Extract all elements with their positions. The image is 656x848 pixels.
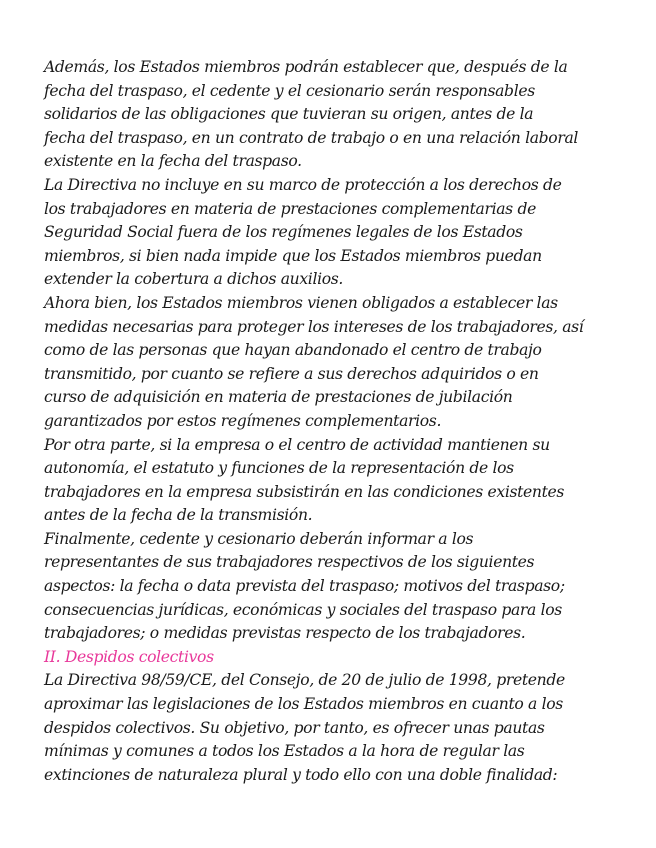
text-line: fecha del traspaso, el cedente y el cesionario serán responsables: [44, 81, 535, 100]
text-line: aproximar las legislaciones de los Estados miembros en cuanto a los: [44, 695, 563, 714]
text-line: los trabajadores en materia de prestaciones complementarias de: [44, 199, 536, 218]
text-line: mínimas y comunes a todos los Estados a la hora de regular las: [44, 742, 525, 761]
text-line: miembros, si bien nada impide que los Estados miembros puedan: [44, 246, 542, 265]
text-line: medidas necesarias para proteger los intereses de los trabajadores, así: [44, 317, 584, 336]
text-line: garantizados por estos regímenes complementarios.: [44, 411, 442, 430]
text-line: Por otra parte, si la empresa o el centro de actividad mantienen su: [44, 435, 550, 454]
text-line: fecha del traspaso, en un contrato de trabajo o en una relación laboral: [44, 128, 579, 147]
text-line: transmitido, por cuanto se refiere a sus derechos adquiridos o en: [44, 364, 539, 383]
text-line: autonomía, el estatuto y funciones de la representación de los: [44, 459, 514, 478]
text-line: Finalmente, cedente y cesionario deberán informar a los: [44, 529, 474, 548]
text-line: Además, los Estados miembros podrán establecer que, después de la: [44, 58, 568, 76]
text-line: trabajadores; o medidas previstas respecto de los trabajadores.: [44, 624, 526, 643]
text-line: antes de la fecha de la transmisión.: [44, 506, 313, 525]
text-line: Ahora bien, los Estados miembros vienen obligados a establecer las: [44, 293, 558, 312]
text-line: extinciones de naturaleza plural y todo ello con una doble finalidad:: [44, 765, 558, 784]
text-line: La Directiva 98/59/CE, del Consejo, de 20 de julio de 1998, pretende: [44, 671, 565, 690]
text-line: aspectos: la fecha o data prevista del traspaso; motivos del traspaso;: [44, 577, 565, 596]
text-line: solidarios de las obligaciones que tuvieran su origen, antes de la: [44, 105, 534, 124]
text-line: extender la cobertura a dichos auxilios.: [44, 270, 344, 289]
text-line: Seguridad Social fuera de los regímenes legales de los Estados: [44, 223, 523, 242]
text-line: representantes de sus trabajadores respectivos de los siguientes: [44, 553, 535, 572]
text-line: La Directiva no incluye en su marco de protección a los derechos de: [44, 175, 562, 194]
text-line: consecuencias jurídicas, económicas y sociales del traspaso para los: [44, 600, 562, 619]
text-line: curso de adquisición en materia de prestaciones de jubilación: [44, 388, 513, 407]
text-line: existente en la fecha del traspaso.: [44, 152, 302, 171]
text-line: trabajadores en la empresa subsistirán en las condiciones existentes: [44, 482, 565, 501]
text-line: despidos colectivos. Su objetivo, por tanto, es ofrecer unas pautas: [44, 718, 545, 737]
section-heading: II. Despidos colectivos: [44, 647, 214, 666]
text-line: como de las personas que hayan abandonado el centro de trabajo: [44, 341, 542, 360]
